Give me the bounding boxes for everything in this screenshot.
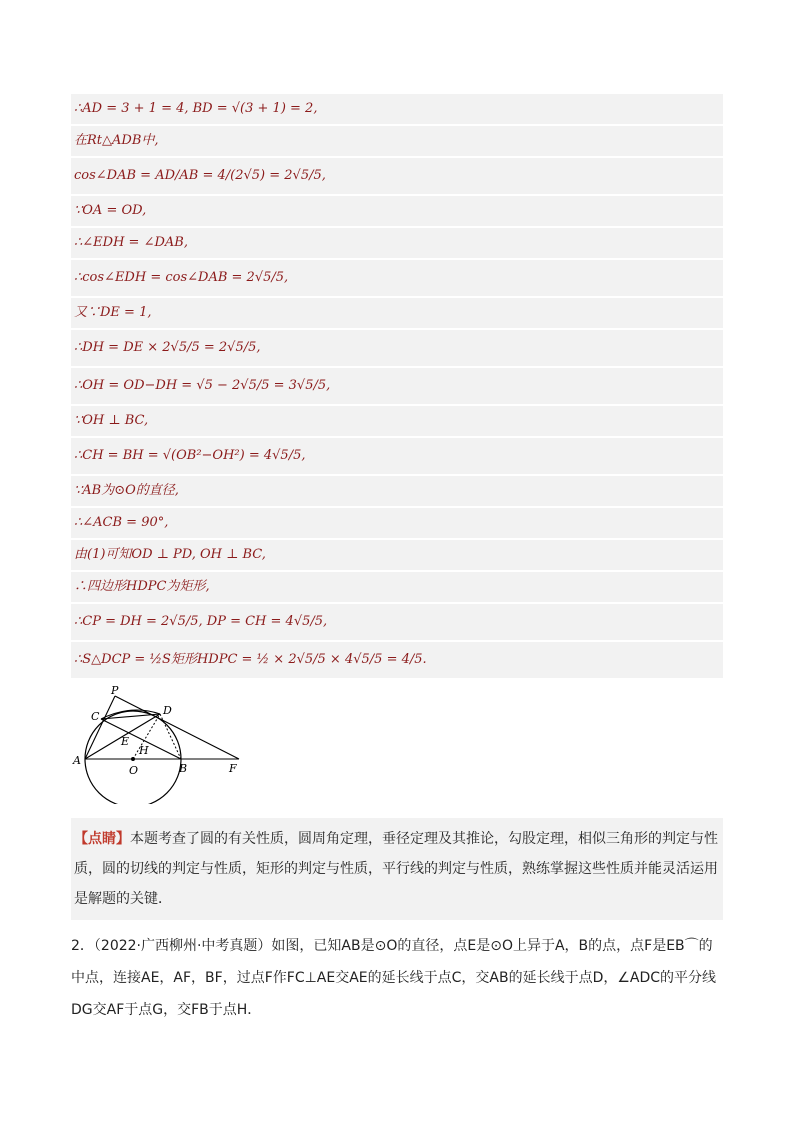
comment-note — [71, 818, 723, 920]
solution-line: ∵OH ⊥ BC, — [71, 406, 723, 436]
solution-line: 由(1)可知OD ⊥ PD, OH ⊥ BC, — [71, 540, 723, 570]
line-pf — [115, 696, 239, 759]
geometry-figure — [71, 684, 241, 804]
label-c: C — [91, 710, 100, 723]
label-d: D — [163, 704, 172, 717]
label-f: F — [229, 762, 237, 775]
label-o: O — [129, 764, 139, 777]
solution-line: ∴CH = BH = √(OB²−OH²) = 4√5/5, — [71, 438, 723, 474]
center-dot — [131, 757, 135, 761]
solution-line: ∴∠ACB = 90°, — [71, 508, 723, 538]
solution-line: 在Rt△ADB中, — [71, 126, 723, 156]
note-tag: 【点睛】 — [74, 831, 130, 847]
solution-page — [71, 94, 723, 1026]
solution-line: ∴S△DCP = ½S矩形HDPC = ½ × 2√5/5 × 4√5/5 = 4/5. — [71, 642, 723, 678]
note-text: 本题考查了圆的有关性质，圆周角定理，垂径定理及其推论，勾股定理，相似三角形的判定与性质，圆的切线的判定与性质，矩形的判定与性质，平行线的判定与性质，熟练掌握这些性质并能灵活运用是解题的关键． — [74, 831, 718, 907]
solution-line: 又∵DE = 1, — [71, 298, 723, 328]
label-a: A — [73, 754, 81, 767]
label-e: E — [121, 735, 130, 748]
solution-line: cos∠DAB = AD/AB = 4/(2√5) = 2√5/5, — [71, 158, 723, 194]
solution-line: ∴AD = 3 + 1 = 4, BD = √(3 + 1) = 2, — [71, 94, 723, 124]
solution-line: ∵OA = OD, — [71, 196, 723, 226]
solution-line: ∴OH = OD−DH = √5 − 2√5/5 = 3√5/5, — [71, 368, 723, 404]
solution-line: ∴cos∠EDH = cos∠DAB = 2√5/5, — [71, 260, 723, 296]
solution-line: ∴∠EDH = ∠DAB, — [71, 228, 723, 258]
solution-line: ∵AB为⊙O的直径, — [71, 476, 723, 506]
solution-line: ∴四边形HDPC为矩形, — [71, 572, 723, 602]
solution-line: ∴CP = DH = 2√5/5, DP = CH = 4√5/5, — [71, 604, 723, 640]
solution-line: ∴DH = DE × 2√5/5 = 2√5/5, — [71, 330, 723, 366]
label-p: P — [111, 684, 119, 697]
label-b: B — [179, 762, 188, 775]
label-h: H — [139, 744, 149, 757]
next-problem: 2．（2022·广西柳州·中考真题）如图，已知AB是⊙O的直径，点E是⊙O上异于A，B的点，点F是EB⌒的中点，连接AE，AF，BF，过点F作FC⊥AE交AE的延长线于点C，交AB的延长线于点D，∠ADC的平分线DG交AF于点G，交FB于点H． — [71, 938, 717, 1018]
